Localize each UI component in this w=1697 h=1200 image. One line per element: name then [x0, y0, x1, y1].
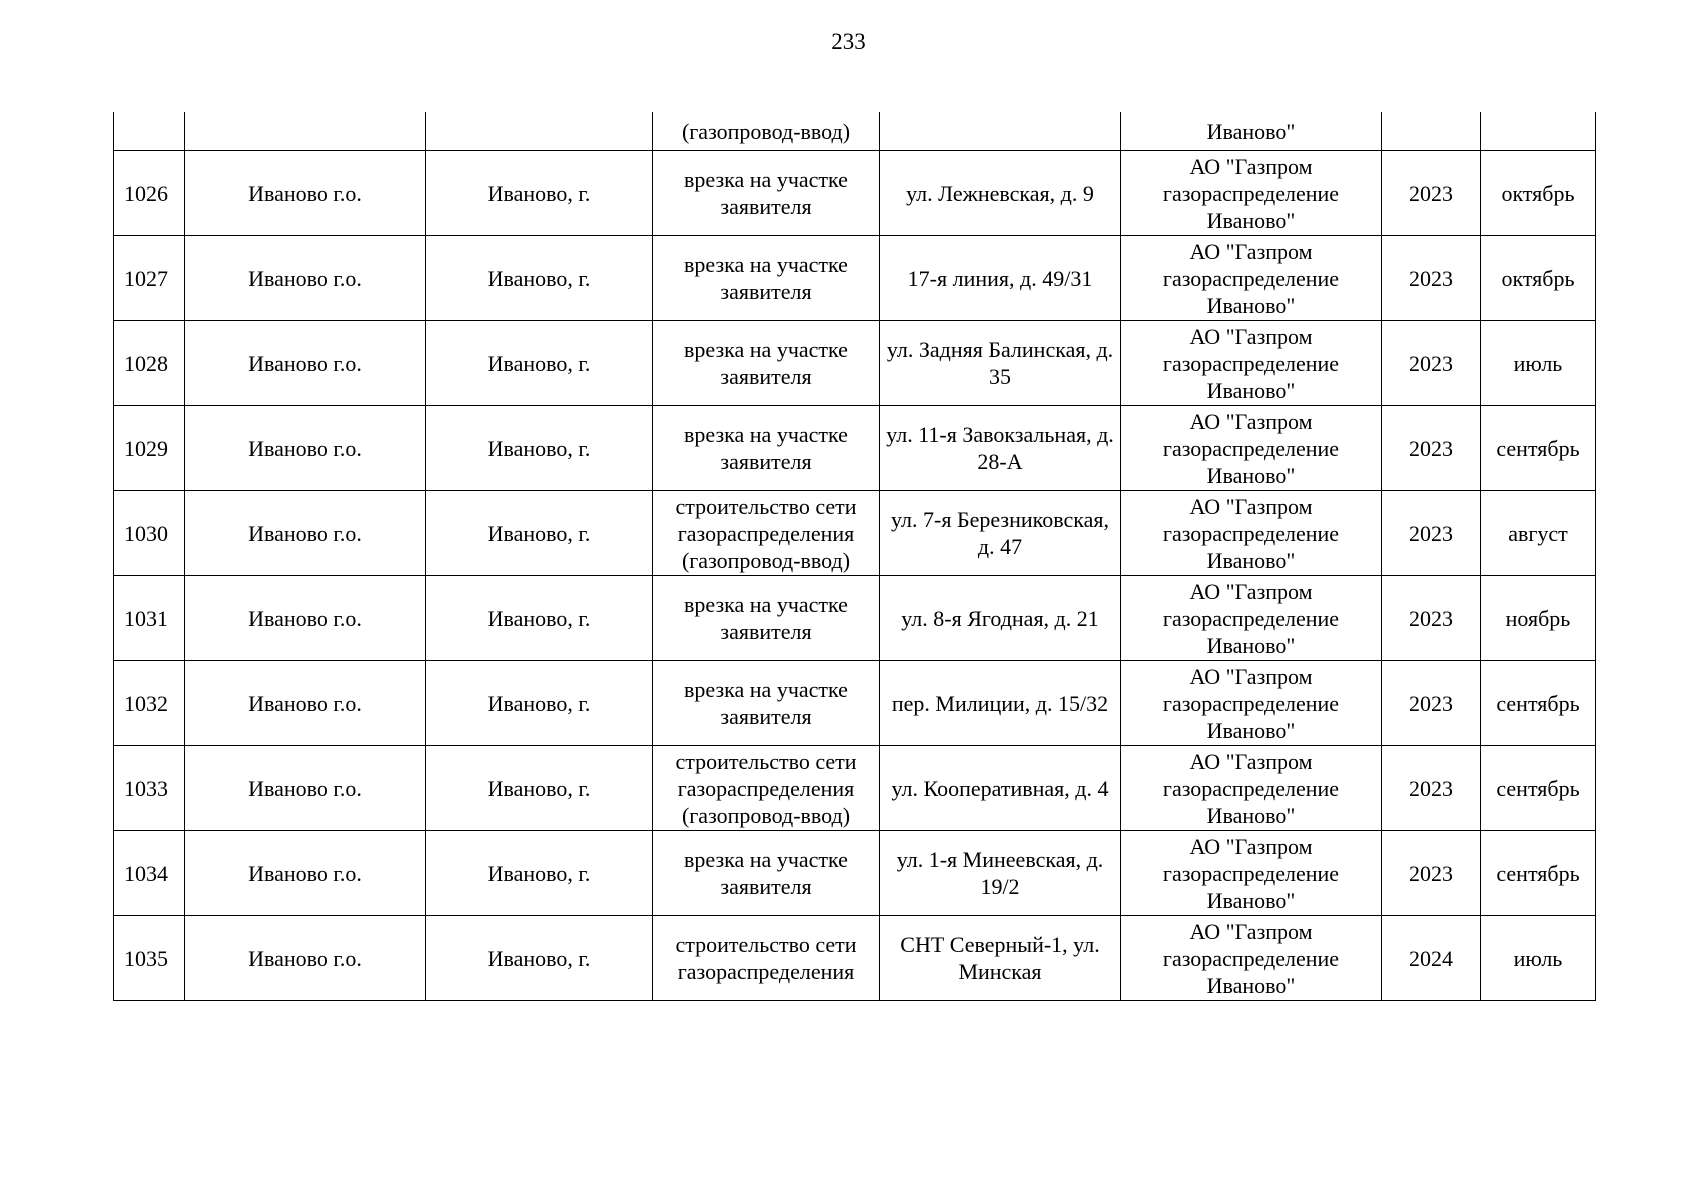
cell-address: ул. Лежневская, д. 9 — [880, 151, 1121, 236]
cell-num: 1031 — [114, 576, 185, 661]
cell-municipality: Иваново г.о. — [185, 406, 426, 491]
cell-operator: АО "Газпром газораспределение Иваново" — [1121, 491, 1382, 576]
cell-locality: Иваново, г. — [426, 321, 653, 406]
cell-locality: Иваново, г. — [426, 746, 653, 831]
cell-num: 1030 — [114, 491, 185, 576]
cell-address — [880, 112, 1121, 151]
cell-operator: АО "Газпром газораспределение Иваново" — [1121, 321, 1382, 406]
table-row — [114, 236, 1596, 321]
cell-address: ул. 11-я Завокзальная, д. 28-А — [880, 406, 1121, 491]
cell-month: июль — [1481, 916, 1596, 1001]
cell-locality: Иваново, г. — [426, 236, 653, 321]
cell-operator: АО "Газпром газораспределение Иваново" — [1121, 831, 1382, 916]
cell-locality: Иваново, г. — [426, 831, 653, 916]
cell-municipality: Иваново г.о. — [185, 491, 426, 576]
continuation-row — [114, 112, 1596, 151]
table-row — [114, 151, 1596, 236]
cell-locality: Иваново, г. — [426, 916, 653, 1001]
table-body — [114, 112, 1596, 1001]
cell-municipality: Иваново г.о. — [185, 576, 426, 661]
cell-operator: АО "Газпром газораспределение Иваново" — [1121, 406, 1382, 491]
cell-month: сентябрь — [1481, 406, 1596, 491]
cell-year: 2023 — [1382, 831, 1481, 916]
cell-address: ул. 7-я Березниковская, д. 47 — [880, 491, 1121, 576]
cell-operator: АО "Газпром газораспределение Иваново" — [1121, 576, 1382, 661]
cell-locality: Иваново, г. — [426, 661, 653, 746]
cell-municipality: Иваново г.о. — [185, 916, 426, 1001]
cell-operator: АО "Газпром газораспределение Иваново" — [1121, 661, 1382, 746]
cell-address: СНТ Северный-1, ул. Минская — [880, 916, 1121, 1001]
cell-municipality: Иваново г.о. — [185, 746, 426, 831]
cell-type: (газопровод-ввод) — [653, 112, 880, 151]
cell-municipality: Иваново г.о. — [185, 661, 426, 746]
cell-locality: Иваново, г. — [426, 576, 653, 661]
cell-year: 2023 — [1382, 406, 1481, 491]
cell-address: ул. 1-я Минеевская, д. 19/2 — [880, 831, 1121, 916]
cell-num: 1028 — [114, 321, 185, 406]
cell-month: сентябрь — [1481, 746, 1596, 831]
cell-type: врезка на участке заявителя — [653, 236, 880, 321]
cell-locality: Иваново, г. — [426, 406, 653, 491]
cell-address: ул. Кооперативная, д. 4 — [880, 746, 1121, 831]
cell-num: 1029 — [114, 406, 185, 491]
cell-num: 1034 — [114, 831, 185, 916]
cell-locality: Иваново, г. — [426, 151, 653, 236]
page-number: 233 — [831, 29, 866, 54]
cell-type: строительство сети газораспределения (газопровод-ввод) — [653, 491, 880, 576]
cell-month — [1481, 112, 1596, 151]
cell-operator: АО "Газпром газораспределение Иваново" — [1121, 151, 1382, 236]
cell-type: строительство сети газораспределения — [653, 916, 880, 1001]
cell-type: врезка на участке заявителя — [653, 831, 880, 916]
cell-year: 2023 — [1382, 576, 1481, 661]
table-row — [114, 406, 1596, 491]
cell-operator: АО "Газпром газораспределение Иваново" — [1121, 746, 1382, 831]
cell-month: июль — [1481, 321, 1596, 406]
cell-month: август — [1481, 491, 1596, 576]
cell-year: 2023 — [1382, 236, 1481, 321]
cell-num: 1033 — [114, 746, 185, 831]
cell-locality — [426, 112, 653, 151]
cell-month: сентябрь — [1481, 661, 1596, 746]
cell-year: 2023 — [1382, 321, 1481, 406]
table-row — [114, 491, 1596, 576]
cell-municipality — [185, 112, 426, 151]
table-row — [114, 321, 1596, 406]
cell-year: 2023 — [1382, 661, 1481, 746]
cell-address: 17-я линия, д. 49/31 — [880, 236, 1121, 321]
cell-operator: Иваново" — [1121, 112, 1382, 151]
cell-operator: АО "Газпром газораспределение Иваново" — [1121, 916, 1382, 1001]
gas-connection-table — [113, 112, 1596, 1001]
cell-operator: АО "Газпром газораспределение Иваново" — [1121, 236, 1382, 321]
cell-month: октябрь — [1481, 151, 1596, 236]
cell-year — [1382, 112, 1481, 151]
cell-type: врезка на участке заявителя — [653, 661, 880, 746]
cell-type: врезка на участке заявителя — [653, 576, 880, 661]
table-row — [114, 576, 1596, 661]
cell-address: ул. 8-я Ягодная, д. 21 — [880, 576, 1121, 661]
cell-address: ул. Задняя Балинская, д. 35 — [880, 321, 1121, 406]
cell-municipality: Иваново г.о. — [185, 831, 426, 916]
cell-municipality: Иваново г.о. — [185, 236, 426, 321]
cell-year: 2024 — [1382, 916, 1481, 1001]
table-row — [114, 831, 1596, 916]
table-row — [114, 661, 1596, 746]
cell-month: октябрь — [1481, 236, 1596, 321]
cell-type: строительство сети газораспределения (газопровод-ввод) — [653, 746, 880, 831]
cell-address: пер. Милиции, д. 15/32 — [880, 661, 1121, 746]
cell-locality: Иваново, г. — [426, 491, 653, 576]
cell-year: 2023 — [1382, 491, 1481, 576]
table-row — [114, 746, 1596, 831]
cell-num: 1026 — [114, 151, 185, 236]
cell-year: 2023 — [1382, 151, 1481, 236]
cell-num: 1035 — [114, 916, 185, 1001]
cell-year: 2023 — [1382, 746, 1481, 831]
cell-type: врезка на участке заявителя — [653, 321, 880, 406]
cell-num: 1032 — [114, 661, 185, 746]
cell-type: врезка на участке заявителя — [653, 406, 880, 491]
cell-month: ноябрь — [1481, 576, 1596, 661]
cell-num — [114, 112, 185, 151]
cell-type: врезка на участке заявителя — [653, 151, 880, 236]
table-row — [114, 916, 1596, 1001]
cell-num: 1027 — [114, 236, 185, 321]
cell-municipality: Иваново г.о. — [185, 151, 426, 236]
cell-month: сентябрь — [1481, 831, 1596, 916]
cell-municipality: Иваново г.о. — [185, 321, 426, 406]
